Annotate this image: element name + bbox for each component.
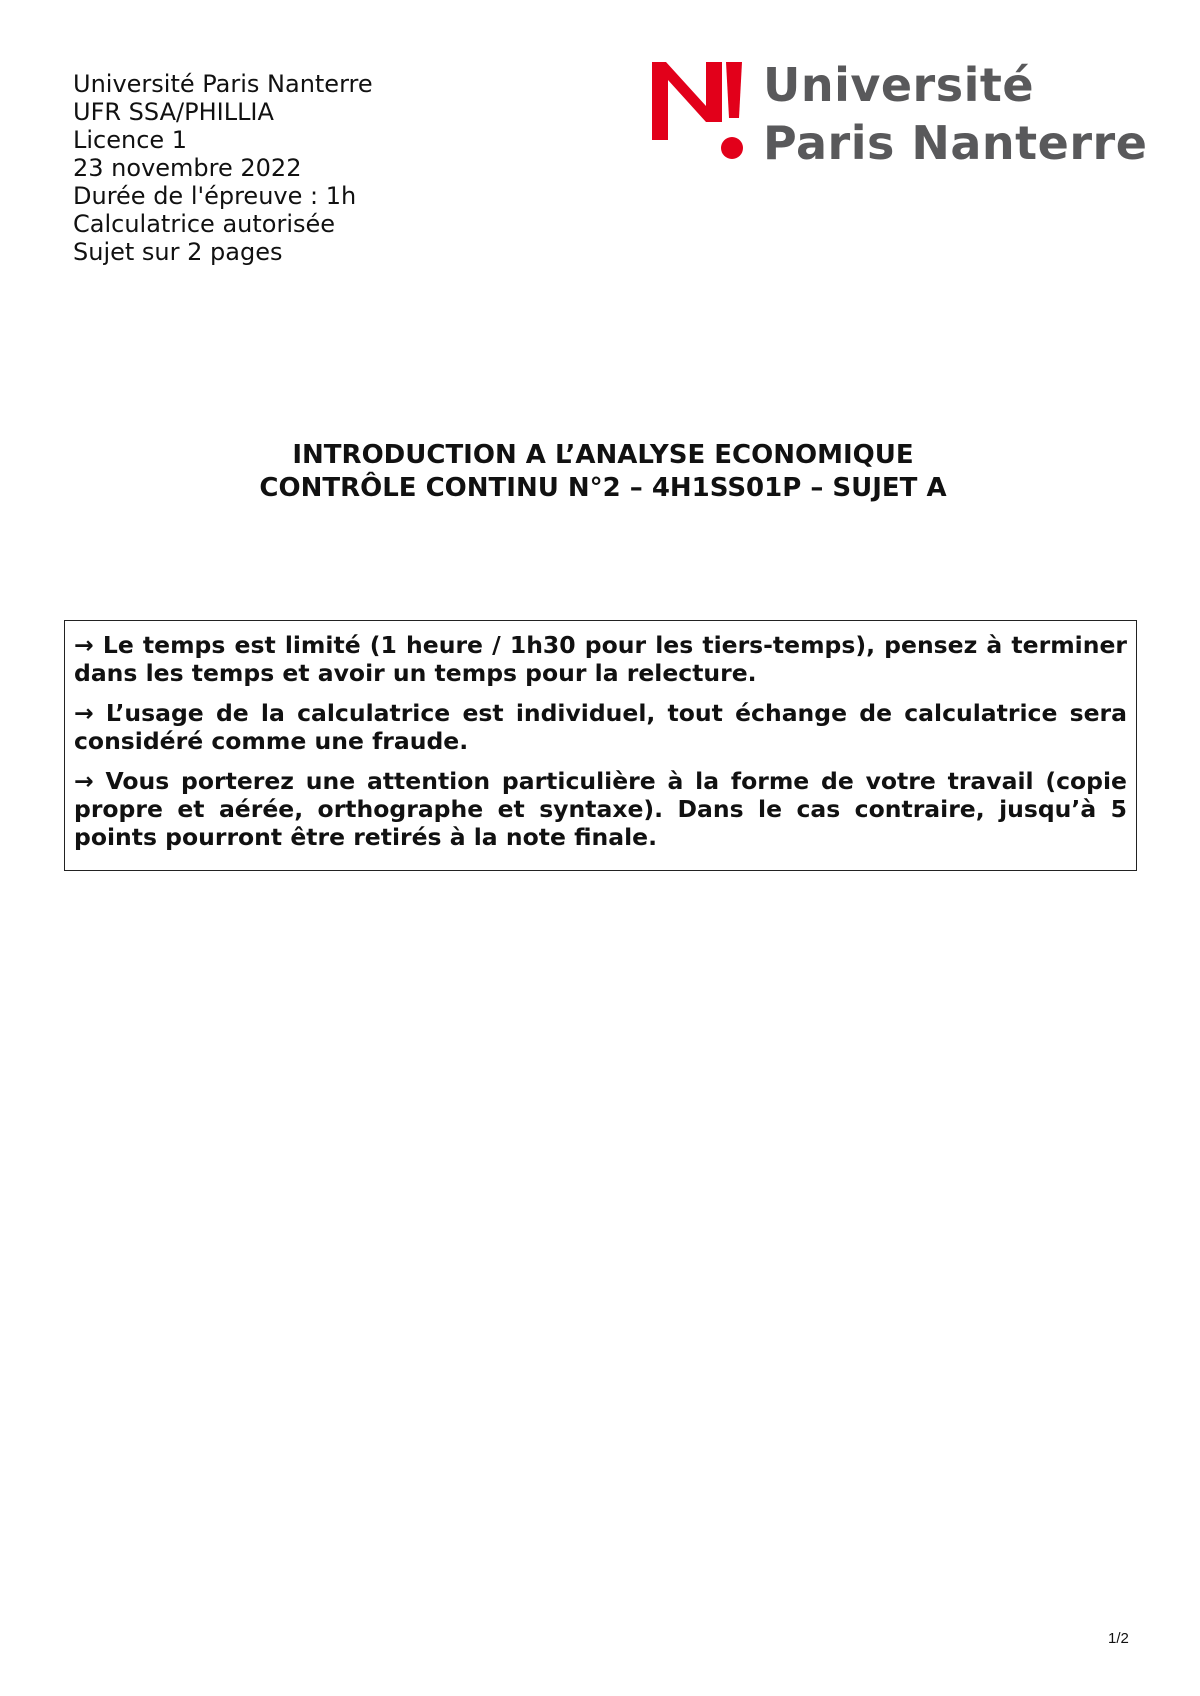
logo-line-2: Paris Nanterre (763, 116, 1148, 170)
page-count-note: Sujet sur 2 pages (73, 238, 283, 266)
degree-level: Licence 1 (73, 126, 188, 154)
calculator-policy: Calculatrice autorisée (73, 210, 336, 238)
course-title: INTRODUCTION A L’ANALYSE ECONOMIQUE (292, 440, 914, 470)
logo-line-1: Université (763, 58, 1035, 112)
university-logo (650, 58, 1148, 170)
page-number: 1/2 (1108, 1630, 1129, 1647)
time-limit-notice: → Le temps est limité (1 heure / 1h30 pour les tiers-temps), pensez à terminer dans les temps et avoir un temps pour la relecture. (74, 631, 1127, 687)
exam-duration: Durée de l'épreuve : 1h (73, 182, 357, 210)
exam-date: 23 novembre 2022 (73, 154, 302, 182)
nanterre-logo-mark-icon (650, 58, 760, 170)
university-name: Université Paris Nanterre (73, 70, 373, 98)
exam-header-info (73, 70, 373, 266)
logo-wordmark (763, 56, 1147, 172)
presentation-notice: → Vous porterez une attention particulière à la forme de votre travail (copie propre et aérée, orthographe et syntaxe). Dans le cas contraire, jusqu’à 5 points pourront être retirés à la note finale. (74, 767, 1127, 851)
exam-subtitle: CONTRÔLE CONTINU N°2 – 4H1SS01P – SUJET A (259, 473, 947, 503)
exam-title (0, 439, 1200, 505)
instructions-box (64, 620, 1137, 871)
calculator-notice: → L’usage de la calculatrice est individuel, tout échange de calculatrice sera considéré comme une fraude. (74, 699, 1127, 755)
department-name: UFR SSA/PHILLIA (73, 98, 274, 126)
